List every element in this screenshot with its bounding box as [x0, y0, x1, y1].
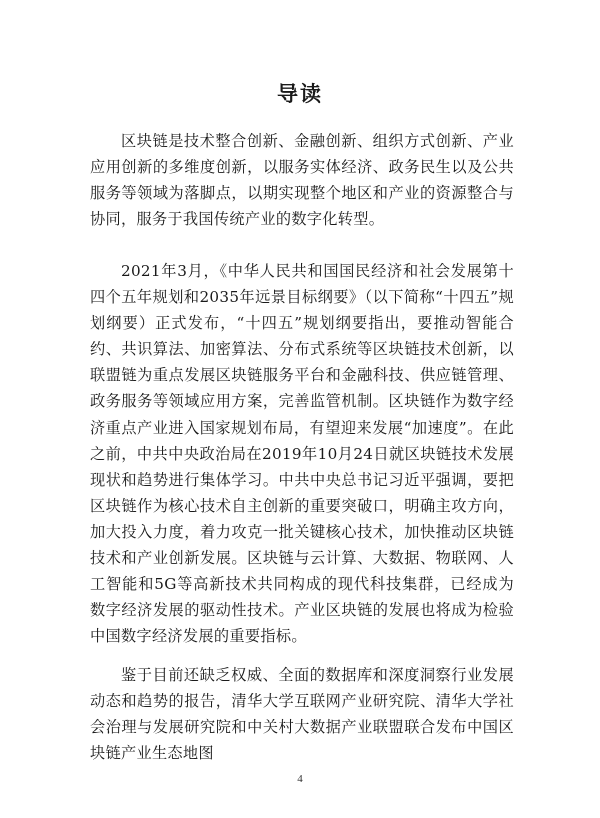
paragraph-2: 2021年3月，《中华人民共和国国民经济和社会发展第十四个五年规划和2035年远景目标纲要》（以下简称“十四五”规划纲要）正式发布，“十四五”规划纲要指出，要推动智能合约、共识算法、加密算法、分布式系统等区块链技术创新，以联盟链为重点发展区块链服务平台和金融科技、供应链管理、政务服务等领域应用方案，完善监管机制。区块链作为数字经济重点产业进入国家规划布局，有望迎来发展“加速度”。在此之前，中共中央政治局在2019年10月24日就区块链技术发展现状和趋势进行集体学习。中共中央总书记习近平强调，要把区块链作为核心技术自主创新的重要突破口，明确主攻方向，加大投入力度，着力攻克一批关键核心技术，加快推动区块链技术和产业创新发展。区块链与云计算、大数据、物联网、人工智能和5G等高新技术共同构成的现代科技集群，已经成为数字经济发展的驱动性技术。产业区块链的发展也将成为检验中国数字经济发展的重要指标。	[90, 262, 514, 646]
paragraph-3: 鉴于目前还缺乏权威、全面的数据库和深度洞察行业发展动态和趋势的报告，清华大学互联网产业研究院、清华大学社会治理与发展研究院和中关村大数据产业联盟联合发布中国区块链产业生态地图	[90, 666, 514, 763]
page-title: 导读	[277, 82, 323, 106]
paragraph-1: 区块链是技术整合创新、金融创新、组织方式创新、产业应用创新的多维度创新，以服务实体经济、政务民生以及公共服务等领域为落脚点，以期实现整个地区和产业的资源整合与协同，服务于我国传统产业的数字化转型。	[90, 132, 514, 229]
page-number: 4	[297, 773, 303, 785]
